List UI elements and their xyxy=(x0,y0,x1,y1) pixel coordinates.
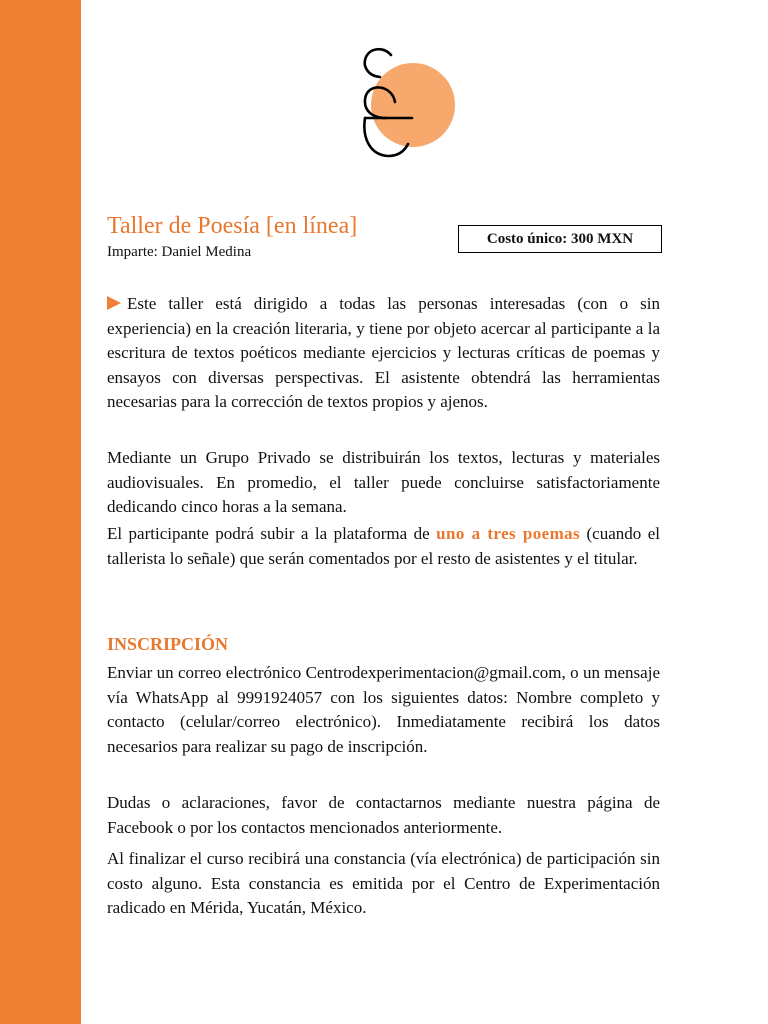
logo-peach-circle xyxy=(371,63,455,147)
upload-paragraph xyxy=(107,522,660,571)
intro-paragraph-text: Este taller está dirigido a todas las personas interesadas (con o sin experiencia) en la creación literaria, y tiene por objeto acercar al participante a la escritura de textos poéticos mediante ejercicios y lecturas críticas de poemas y ensayos con diversas perspectivas. El asistente obtendrá las herramientas necesarias para la corrección de textos propios y ajenos. xyxy=(107,294,660,411)
upload-text-after: (cuando el tallerista lo señale) que serán comentados por el resto de asistentes y el titular. xyxy=(107,524,660,568)
intro-paragraph xyxy=(107,292,660,415)
orange-side-bar xyxy=(0,0,81,1024)
cost-badge: Costo único: 300 MXN xyxy=(458,225,662,253)
upload-text-before: El participante podrá subir a la plataforma de xyxy=(107,524,430,543)
group-paragraph: Mediante un Grupo Privado se distribuirán los textos, lecturas y materiales audiovisuales. En promedio, el taller puede concluirse satisfactoriamente dedicando cinco horas a la semana. xyxy=(107,448,660,516)
poem-count-highlight: uno a tres poemas xyxy=(436,524,581,543)
instructor-line: Imparte: Daniel Medina xyxy=(107,244,252,260)
inscripcion-heading: INSCRIPCIÓN xyxy=(107,634,229,654)
questions-paragraph: Dudas o aclaraciones, favor de contactarnos mediante nuestra página de Facebook o por los contactos mencionados anteriormente. xyxy=(107,793,660,837)
page-title: Taller de Poesía [en línea] xyxy=(107,213,358,239)
certificate-paragraph: Al finalizar el curso recibirá una constancia (vía electrónica) de participación sin costo alguno. Esta constancia es emitida por el Centro de Experimentación radicado en Mérida, Yucatán, México. xyxy=(107,849,660,917)
registration-paragraph: Enviar un correo electrónico Centrodexperimentacion@gmail.com, o un mensaje vía WhatsApp al 9991924057 con los siguientes datos: Nombre completo y contacto (celular/correo electrónico). Inmediatamente recibirá los datos necesarios para realizar su pago de inscripción. xyxy=(107,663,660,756)
ce-monogram-logo xyxy=(328,28,488,188)
triangle-right-icon xyxy=(107,296,121,310)
